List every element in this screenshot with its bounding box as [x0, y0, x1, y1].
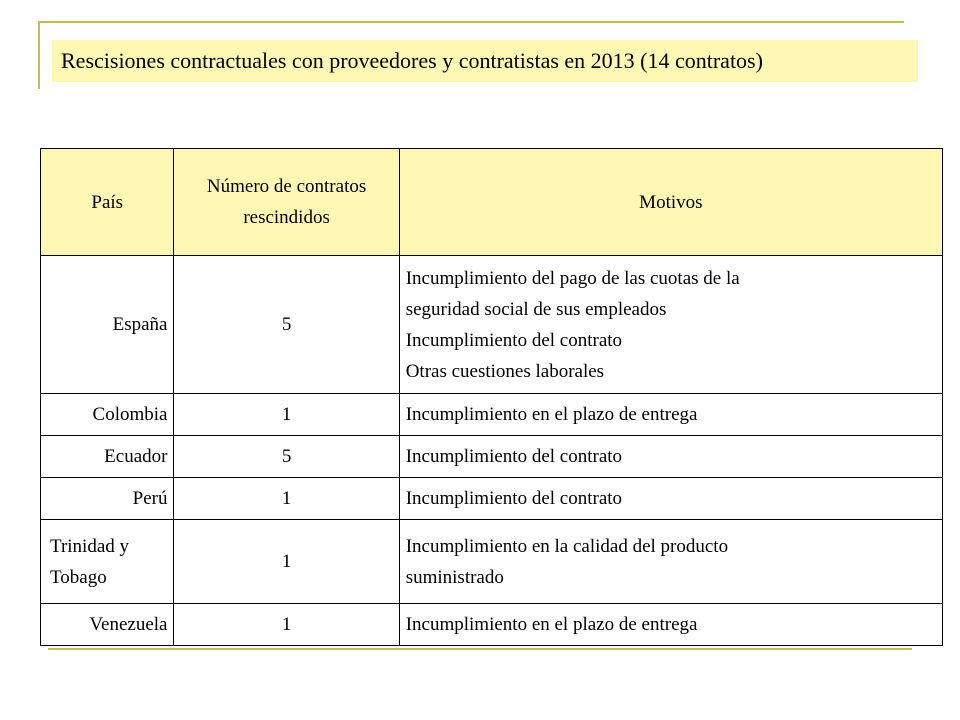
motivo-line: Incumplimiento en la calidad del producto [405, 535, 729, 557]
table-row [41, 436, 943, 478]
cell-numero: 1 [174, 478, 399, 520]
table-row [41, 256, 943, 394]
motivo-line: Incumplimiento del pago de las cuotas de la [405, 267, 740, 289]
cell-numero: 1 [174, 604, 399, 646]
cell-motivos [399, 520, 942, 604]
motivo-line: suministrado [405, 566, 504, 588]
motivo-line: Incumplimiento del contrato [405, 329, 623, 351]
decorative-top-line [38, 21, 904, 23]
header-numero: Número de contratos rescindidos [174, 149, 399, 256]
cell-pais: Ecuador [41, 436, 174, 478]
table-row [41, 520, 943, 604]
rescissions-table [40, 148, 943, 646]
motivo-line: Otras cuestiones laborales [405, 360, 605, 382]
cell-pais: Venezuela [41, 604, 174, 646]
decorative-left-line [38, 21, 40, 89]
table-row [41, 604, 943, 646]
cell-motivos [399, 394, 942, 436]
decorative-bottom-line [48, 648, 912, 650]
table-row [41, 394, 943, 436]
cell-pais: Trinidad y Tobago [41, 520, 174, 604]
table-header-row [41, 149, 943, 256]
cell-motivos [399, 478, 942, 520]
motivo-line: Incumplimiento en el plazo de entrega [405, 614, 698, 635]
page-title: Rescisiones contractuales con proveedores y contratistas en 2013 (14 contratos) [52, 40, 918, 82]
motivo-line: Incumplimiento del contrato [405, 446, 623, 467]
cell-numero: 1 [174, 520, 399, 604]
cell-motivos [399, 604, 942, 646]
motivo-line: Incumplimiento en el plazo de entrega [405, 404, 698, 425]
cell-pais: España [41, 256, 174, 394]
motivo-line: seguridad social de sus empleados [405, 298, 667, 320]
header-pais: País [41, 149, 174, 256]
cell-numero: 5 [174, 436, 399, 478]
cell-pais: Perú [41, 478, 174, 520]
cell-motivos [399, 436, 942, 478]
header-motivos: Motivos [399, 149, 942, 256]
cell-pais: Colombia [41, 394, 174, 436]
cell-motivos [399, 256, 942, 394]
cell-numero: 1 [174, 394, 399, 436]
table-row [41, 478, 943, 520]
motivo-line: Incumplimiento del contrato [405, 488, 623, 509]
cell-numero: 5 [174, 256, 399, 394]
